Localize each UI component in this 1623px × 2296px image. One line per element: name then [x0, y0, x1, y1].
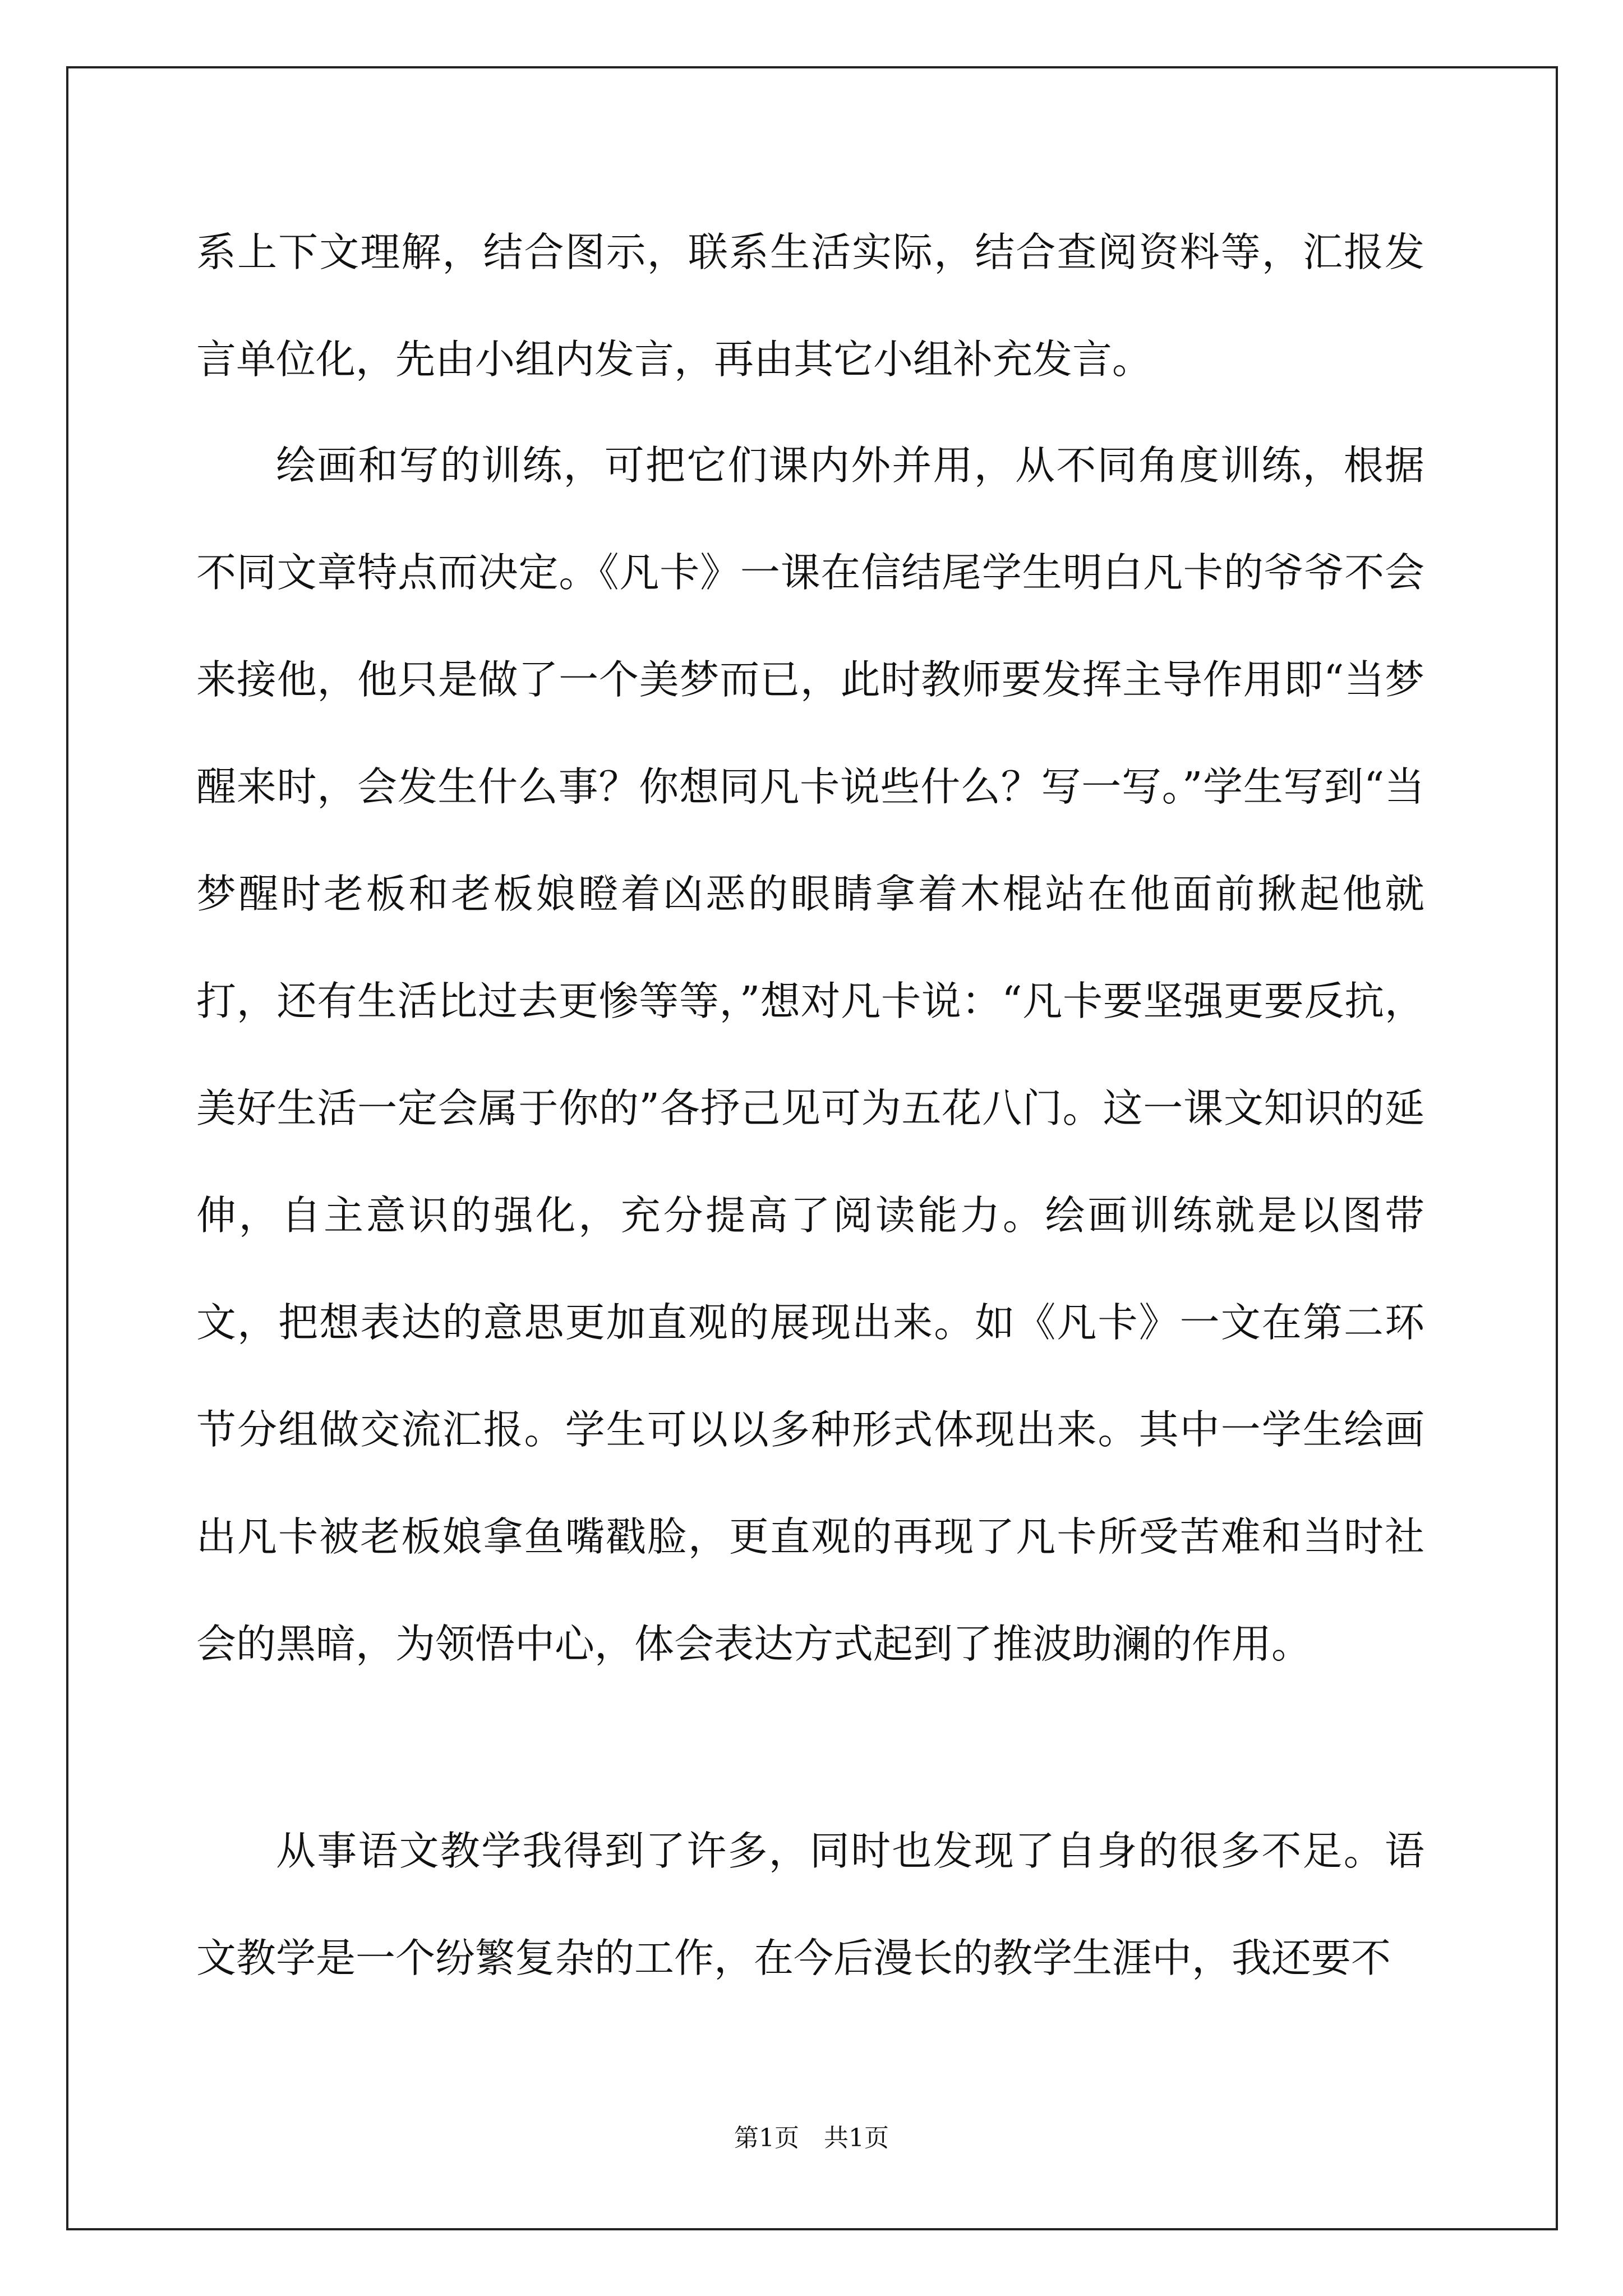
paragraph-2: 绘画和写的训练，可把它们课内外并用，从不同角度训练，根据不同文章特点而决定。《凡卡》一课在信结尾学生明白凡卡的爷爷不会来接他，他只是做了一个美梦而已，此时教师要发挥主导作用即“当梦醒来时，会发生什么事？你想同凡卡说些什么？写一写。”学生写到“当梦醒时老板和老板娘瞪着凶恶的眼睛拿着木棍站在他面前揪起他就打，还有生活比过去更惨等等，”想对凡卡说：“凡卡要坚强更要反抗，美好生活一定会属于你的”各抒己见可为五花八门。这一课文知识的延伸，自主意识的强化，充分提高了阅读能力。绘画训练就是以图带文，把想表达的意思更加直观的展现出来。如《凡卡》一文在第二环节分组做交流汇报。学生可以以多种形式体现出来。其中一学生绘画出凡卡被老板娘拿鱼嘴戳脸，更直观的再现了凡卡所受苦难和当时社会的黑暗，为领悟中心，体会表达方式起到了推波助澜的作用。 [196, 442, 1424, 1667]
paragraph-3: 从事语文教学我得到了许多，同时也发现了自身的很多不足。语文教学是一个纷繁复杂的工作，在今后漫长的教学生涯中，我还要不 [196, 1828, 1424, 1981]
paragraph-1: 系上下文理解，结合图示，联系生活实际，结合查阅资料等，汇报发言单位化，先由小组内发言，再由其它小组补充发言。 [196, 229, 1424, 383]
page-number-footer: 第1页 共1页 [734, 2124, 889, 2152]
